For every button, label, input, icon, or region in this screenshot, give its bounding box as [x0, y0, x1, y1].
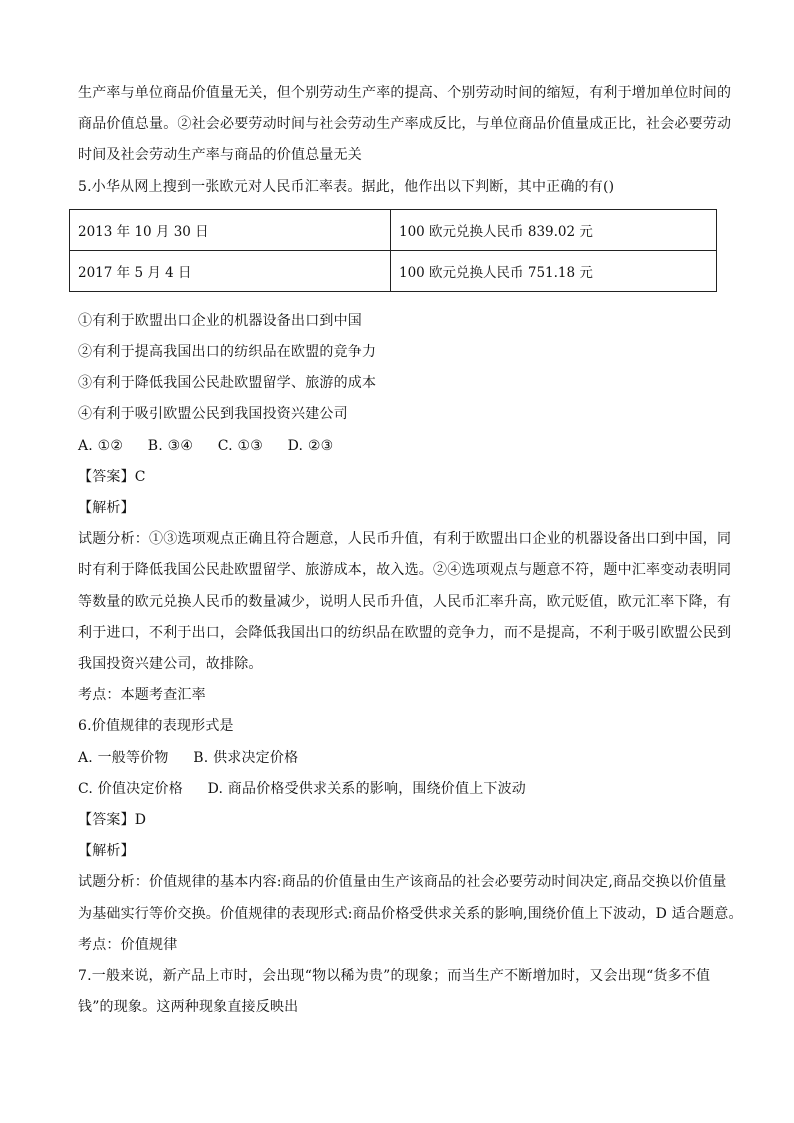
q6-question: 6.价值规律的表现形式是	[78, 718, 234, 735]
exchange-rate-table	[69, 209, 717, 292]
q6-options-row-2	[78, 774, 718, 805]
q6-option-a: A. 一般等价物	[78, 749, 169, 766]
q5-analysis-label: 【解析】	[78, 500, 135, 517]
q6-option-b: B. 供求决定价格	[193, 749, 299, 766]
q5-analysis-line-4: 利于进口，不利于出口，会降低我国出口的纺织品在欧盟的竞争力，而不是提高，不利于吸引欧盟公民到	[78, 624, 732, 641]
q6-option-c: C. 价值决定价格	[78, 780, 183, 797]
intro-line-3: 时间及社会劳动生产率与商品的价值总量无关	[78, 147, 362, 164]
q5-option-d: D. ②③	[287, 437, 334, 454]
q7-question-line-1: 7.一般来说，新产品上市时，会出现“物以稀为贵”的现象；而当生产不断增加时，又会出现“货多不值	[78, 968, 711, 985]
table-row	[70, 209, 717, 250]
q6-point: 考点：价值规律	[78, 936, 178, 953]
q5-question: 5.小华从网上搜到一张欧元对人民币汇率表。据此，他作出以下判断，其中正确的有()	[78, 178, 615, 195]
q5-answer: 【答案】C	[78, 468, 146, 485]
table-row	[70, 250, 717, 291]
q5-item-3: ③有利于降低我国公民赴欧盟留学、旅游的成本	[78, 375, 377, 392]
q6-analysis-label: 【解析】	[78, 843, 135, 860]
q6-analysis-line-2: 为基础实行等价交换。价值规律的表现形式:商品价格受供求关系的影响,围绕价值上下波动，D 适合题意。	[78, 905, 743, 922]
q5-analysis-line-3: 等数量的欧元兑换人民币的数量减少，说明人民币升值，人民币汇率升高，欧元贬值，欧元汇率下降，有	[78, 593, 732, 610]
table-cell-rate: 100 欧元兑换人民币 751.18 元	[391, 250, 717, 291]
q5-item-2: ②有利于提高我国出口的纺织品在欧盟的竞争力	[78, 344, 377, 361]
q5-option-b: B. ③④	[147, 437, 194, 454]
q6-answer: 【答案】D	[78, 812, 147, 829]
q5-analysis-line-1: 试题分析：①③选项观点正确且符合题意，人民币升值，有利于欧盟出口企业的机器设备出口到中国，同	[78, 531, 732, 548]
table-cell-date: 2017 年 5 月 4 日	[70, 250, 391, 291]
table-cell-rate: 100 欧元兑换人民币 839.02 元	[391, 209, 717, 250]
q5-option-a: A. ①②	[78, 437, 124, 454]
q5-item-4: ④有利于吸引欧盟公民到我国投资兴建公司	[78, 406, 348, 423]
q5-point: 考点：本题考查汇率	[78, 687, 206, 704]
table-cell-date: 2013 年 10 月 30 日	[70, 209, 391, 250]
q5-option-c: C. ①③	[217, 437, 263, 454]
q5-item-1: ①有利于欧盟出口企业的机器设备出口到中国	[78, 312, 362, 329]
intro-line-1: 生产率与单位商品价值量无关，但个别劳动生产率的提高、个别劳动时间的缩短，有利于增加单位时间的	[78, 85, 732, 101]
q6-option-d: D. 商品价格受供求关系的影响，围绕价值上下波动	[207, 780, 527, 797]
q5-analysis-line-5: 我国投资兴建公司，故排除。	[78, 656, 263, 673]
q6-analysis-line-1: 试题分析：价值规律的基本内容:商品的价值量由生产该商品的社会必要劳动时间决定,商品交换以价值量	[78, 874, 727, 891]
q5-options	[78, 431, 718, 462]
intro-line-2: 商品价值总量。②社会必要劳动时间与社会劳动生产率成反比，与单位商品价值量成正比，社会必要劳动	[78, 116, 732, 133]
document-page	[78, 78, 743, 1023]
q7-question-line-2: 钱”的现象。这两种现象直接反映出	[78, 999, 299, 1016]
q5-analysis-line-2: 时有利于降低我国公民赴欧盟留学、旅游成本，故入选。②④选项观点与题意不符，题中汇率变动表明同	[78, 562, 732, 579]
q6-options-row-1	[78, 743, 718, 774]
